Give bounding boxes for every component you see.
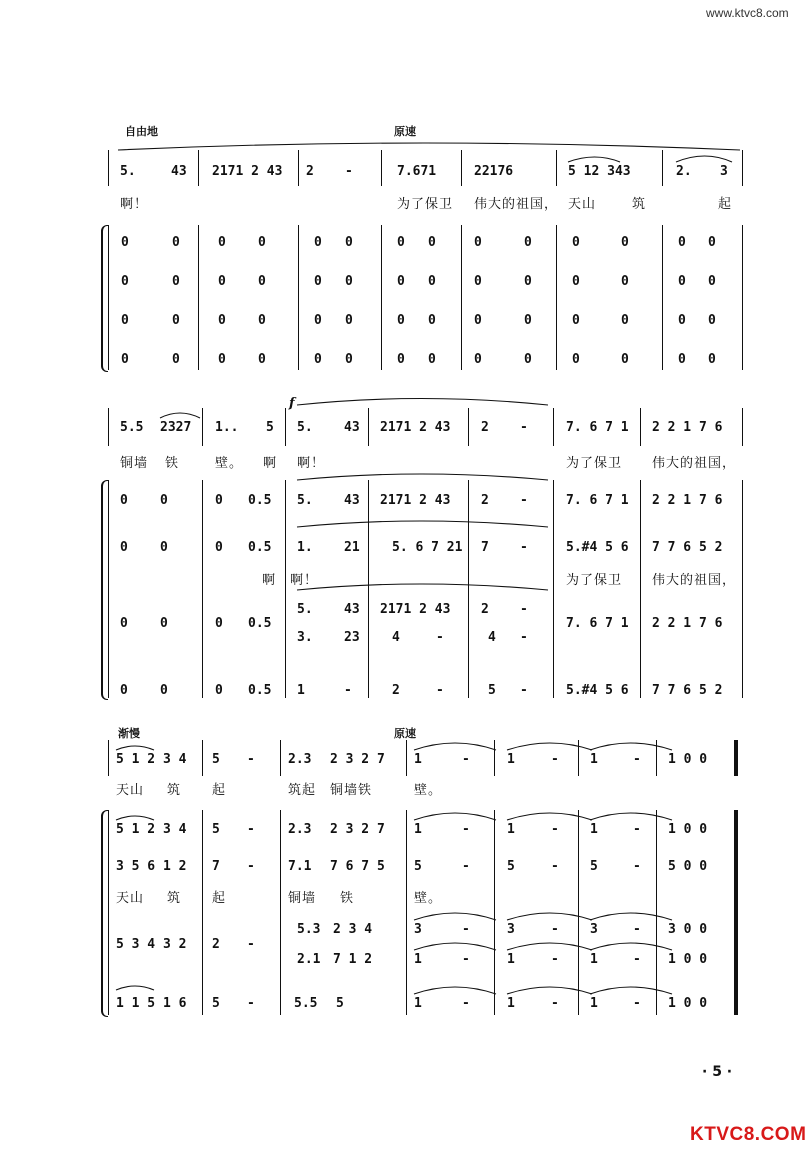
rest: 0: [524, 274, 532, 289]
lyric: 啊！: [120, 197, 149, 212]
note-group: 7: [481, 540, 489, 555]
note-group: 7. 6 7 1: [566, 493, 629, 508]
note-group: -: [520, 683, 528, 698]
note-group: 22176: [474, 164, 514, 179]
note-group: 2 2 1 7 6: [652, 616, 723, 631]
rest: 0: [160, 683, 168, 698]
note-group: 7. 6 7 1: [566, 420, 629, 435]
note-group: 5 3 4 3 2: [116, 937, 187, 952]
rest: 0: [314, 274, 322, 289]
rest: 0: [172, 313, 180, 328]
rest: 0: [218, 274, 226, 289]
slur: [507, 913, 592, 920]
tempo-mark-free: 自由地: [125, 125, 158, 138]
note-group: 1: [507, 996, 515, 1011]
lyric: 筑: [167, 891, 182, 906]
rest: 0: [572, 352, 580, 367]
note-group: 2.3: [288, 822, 312, 837]
note-group: 2: [481, 602, 489, 617]
lyric: 铁: [340, 891, 355, 906]
note-group: -: [520, 602, 528, 617]
note-group: 7 6 7 5: [330, 859, 385, 874]
note-group: 2 2 1 7 6: [652, 493, 723, 508]
note-group: 7 7 6 5 2: [652, 540, 723, 555]
note-group: 5 1 2 3 4: [116, 752, 187, 767]
note-group: -: [462, 822, 470, 837]
slur: [676, 156, 732, 162]
rest: 0: [708, 352, 716, 367]
note-group: 5.#4 5 6: [566, 540, 629, 555]
note-group: -: [551, 859, 559, 874]
rest: 0: [160, 493, 168, 508]
note-group: 2: [481, 493, 489, 508]
note-group: -: [520, 493, 528, 508]
slur: [414, 813, 496, 820]
note-group: 7 7 6 5 2: [652, 683, 723, 698]
note-group: 5: [414, 859, 422, 874]
rest: 0: [428, 313, 436, 328]
note-group: 5.: [297, 602, 313, 617]
lyric: 壁。: [414, 783, 443, 798]
note-group: -: [247, 859, 255, 874]
rest: 0: [215, 493, 223, 508]
note-group: 43: [344, 602, 360, 617]
note-group: -: [462, 922, 470, 937]
note-group: 7: [212, 859, 220, 874]
rest: 0: [428, 274, 436, 289]
note-group: -: [247, 752, 255, 767]
rest: 0: [160, 616, 168, 631]
tempo-mark-ritardando: 渐慢: [118, 727, 140, 740]
note-group: 2171 2 43: [380, 420, 451, 435]
lyric: 铜墙: [288, 891, 317, 906]
rest: 0: [345, 313, 353, 328]
note-group: -: [345, 164, 353, 179]
rest: 0: [678, 235, 686, 250]
slur: [507, 813, 592, 820]
note-group: 1 1 5 1 6: [116, 996, 187, 1011]
note-group: 1: [590, 996, 598, 1011]
slur: [507, 743, 592, 750]
tempo-mark-original: 原速: [394, 125, 416, 138]
rest: 0: [218, 235, 226, 250]
note-group: 3 5 6 1 2: [116, 859, 187, 874]
rest: 0: [474, 235, 482, 250]
rest: 0: [160, 540, 168, 555]
rest: 0: [572, 313, 580, 328]
note-group: 0.5: [248, 493, 272, 508]
note-group: -: [344, 683, 352, 698]
note-group: -: [462, 996, 470, 1011]
note-group: 1 0 0: [668, 822, 708, 837]
rest: 0: [218, 352, 226, 367]
note-group: 3: [590, 922, 598, 937]
lyric: 筑: [632, 197, 647, 212]
note-group: -: [520, 540, 528, 555]
rest: 0: [678, 313, 686, 328]
note-group: 1: [507, 822, 515, 837]
slur: [507, 943, 592, 950]
lyric: 啊！: [290, 573, 319, 588]
note-group: 5: [266, 420, 274, 435]
rest: 0: [524, 235, 532, 250]
slur: [414, 743, 496, 750]
lyric: 伟大的祖国，: [652, 456, 737, 471]
rest: 0: [120, 683, 128, 698]
note-group: 1: [414, 996, 422, 1011]
rest: 0: [314, 235, 322, 250]
rest: 0: [258, 235, 266, 250]
note-group: 3: [720, 164, 728, 179]
rest: 0: [397, 313, 405, 328]
slur: [297, 521, 548, 527]
lyric: 铜墙铁: [330, 783, 373, 798]
note-group: 2 3 2 7: [330, 752, 385, 767]
slur: [507, 987, 592, 994]
lyric: 为了保卫: [566, 456, 623, 471]
note-group: 4: [392, 630, 400, 645]
rest: 0: [621, 274, 629, 289]
note-group: -: [633, 922, 641, 937]
rest: 0: [258, 313, 266, 328]
rest: 0: [258, 274, 266, 289]
note-group: 5: [212, 996, 220, 1011]
note-group: 5.: [297, 420, 313, 435]
note-group: 43: [344, 420, 360, 435]
dynamic-forte: f: [289, 396, 295, 411]
rest: 0: [524, 352, 532, 367]
note-group: 1 0 0: [668, 952, 708, 967]
note-group: 3: [414, 922, 422, 937]
rest: 0: [345, 352, 353, 367]
slur: [160, 413, 200, 418]
note-group: 21: [344, 540, 360, 555]
note-group: 2 3 2 7: [330, 822, 385, 837]
rest: 0: [121, 313, 129, 328]
note-group: -: [520, 630, 528, 645]
lyric: 天山: [568, 197, 597, 212]
rest: 0: [708, 235, 716, 250]
note-group: 5.: [297, 493, 313, 508]
note-group: -: [551, 996, 559, 1011]
note-group: 1: [507, 952, 515, 967]
rest: 0: [428, 352, 436, 367]
note-group: 5.5: [294, 996, 318, 1011]
note-group: 3 0 0: [668, 922, 708, 937]
slur: [297, 474, 548, 480]
note-group: 0.5: [248, 540, 272, 555]
slur: [116, 816, 154, 820]
rest: 0: [172, 352, 180, 367]
note-group: -: [551, 952, 559, 967]
lyric: 起: [718, 197, 733, 212]
note-group: 1: [590, 952, 598, 967]
note-group: 7 1 2: [333, 952, 373, 967]
note-group: 5.5: [120, 420, 144, 435]
note-group: -: [436, 683, 444, 698]
rest: 0: [172, 274, 180, 289]
note-group: 5: [212, 822, 220, 837]
lyric: 筑: [167, 783, 182, 798]
slur: [118, 143, 740, 150]
rest: 0: [218, 313, 226, 328]
note-group: 5 0 0: [668, 859, 708, 874]
rest: 0: [708, 313, 716, 328]
note-group: 3: [507, 922, 515, 937]
rest: 0: [215, 540, 223, 555]
rest: 0: [428, 235, 436, 250]
site-watermark-top: www.ktvc8.com: [706, 6, 789, 20]
note-group: 1: [590, 752, 598, 767]
note-group: 2171 2 43: [212, 164, 283, 179]
lyric: 啊: [262, 573, 277, 588]
note-group: -: [462, 859, 470, 874]
rest: 0: [572, 274, 580, 289]
rest: 0: [397, 352, 405, 367]
tempo-mark-original: 原速: [394, 727, 416, 740]
note-group: 5. 6 7 21: [392, 540, 463, 555]
note-group: 2 2 1 7 6: [652, 420, 723, 435]
note-group: 1 0 0: [668, 996, 708, 1011]
slur: [590, 943, 672, 950]
slur: [568, 157, 620, 162]
lyric: 壁。: [414, 891, 443, 906]
slur: [116, 986, 154, 990]
note-group: 5: [590, 859, 598, 874]
rest: 0: [572, 235, 580, 250]
rest: 0: [621, 352, 629, 367]
note-group: 2.1: [297, 952, 321, 967]
note-group: -: [633, 859, 641, 874]
rest: 0: [474, 274, 482, 289]
note-group: 2171 2 43: [380, 493, 451, 508]
lyric: 为了保卫: [397, 197, 454, 212]
slur: [414, 913, 496, 920]
note-group: -: [247, 822, 255, 837]
lyric: 伟大的祖国，: [652, 573, 737, 588]
note-group: 2: [481, 420, 489, 435]
note-group: 5: [507, 859, 515, 874]
note-group: -: [633, 996, 641, 1011]
note-group: 4: [488, 630, 496, 645]
note-group: 1..: [215, 420, 239, 435]
note-group: 23: [344, 630, 360, 645]
lyric: 伟大的祖国，: [474, 197, 559, 212]
slur: [590, 987, 672, 994]
note-group: 5 12 343: [568, 164, 631, 179]
note-group: -: [247, 937, 255, 952]
rest: 0: [120, 493, 128, 508]
lyric: 铁: [165, 456, 180, 471]
slur: [297, 584, 548, 590]
note-group: 2.: [676, 164, 692, 179]
rest: 0: [314, 313, 322, 328]
rest: 0: [258, 352, 266, 367]
note-group: 1: [414, 822, 422, 837]
note-group: 2171 2 43: [380, 602, 451, 617]
rest: 0: [474, 352, 482, 367]
lyric: 天山: [116, 891, 145, 906]
note-group: 2: [306, 164, 314, 179]
note-group: 2: [212, 937, 220, 952]
slur: [414, 943, 496, 950]
note-group: 1: [414, 752, 422, 767]
slur: [590, 743, 672, 750]
slur: [414, 987, 496, 994]
rest: 0: [621, 235, 629, 250]
note-group: 7.1: [288, 859, 312, 874]
lyric: 铜墙: [120, 456, 149, 471]
note-group: 5: [336, 996, 344, 1011]
rest: 0: [314, 352, 322, 367]
note-group: -: [436, 630, 444, 645]
note-group: 1: [297, 683, 305, 698]
rest: 0: [524, 313, 532, 328]
rest: 0: [474, 313, 482, 328]
lyric: 壁。: [215, 456, 244, 471]
note-group: -: [551, 922, 559, 937]
note-group: -: [462, 752, 470, 767]
lyric: 为了保卫: [566, 573, 623, 588]
rest: 0: [708, 274, 716, 289]
note-group: 0.5: [248, 616, 272, 631]
note-group: -: [247, 996, 255, 1011]
lyric: 天山: [116, 783, 145, 798]
note-group: 7.671: [397, 164, 437, 179]
lyric: 起: [212, 783, 227, 798]
slur: [116, 746, 154, 750]
page-number: · 5 ·: [702, 1064, 733, 1080]
lyric: 筑起: [288, 783, 317, 798]
rest: 0: [121, 235, 129, 250]
rest: 0: [345, 235, 353, 250]
note-group: 5 1 2 3 4: [116, 822, 187, 837]
note-group: 43: [171, 164, 187, 179]
rest: 0: [121, 352, 129, 367]
rest: 0: [345, 274, 353, 289]
rest: 0: [215, 683, 223, 698]
rest: 0: [678, 274, 686, 289]
note-group: -: [462, 952, 470, 967]
lyric: 起: [212, 891, 227, 906]
note-group: -: [520, 420, 528, 435]
rest: 0: [215, 616, 223, 631]
note-group: 5: [488, 683, 496, 698]
rest: 0: [120, 616, 128, 631]
note-group: -: [551, 822, 559, 837]
rest: 0: [121, 274, 129, 289]
note-group: 5.: [120, 164, 136, 179]
note-group: 43: [344, 493, 360, 508]
note-group: 1: [414, 952, 422, 967]
slur: [590, 913, 672, 920]
note-group: 1.: [297, 540, 313, 555]
rest: 0: [120, 540, 128, 555]
note-group: 5: [212, 752, 220, 767]
note-group: 1 0 0: [668, 752, 708, 767]
note-group: 3.: [297, 630, 313, 645]
rest: 0: [397, 274, 405, 289]
slur: [297, 399, 548, 406]
lyric: 啊！: [297, 456, 326, 471]
note-group: 0.5: [248, 683, 272, 698]
note-group: 2327: [160, 420, 192, 435]
note-group: 1: [507, 752, 515, 767]
note-group: 2 3 4: [333, 922, 373, 937]
rest: 0: [678, 352, 686, 367]
note-group: 2: [392, 683, 400, 698]
note-group: 1: [590, 822, 598, 837]
note-group: -: [633, 752, 641, 767]
slur: [590, 813, 672, 820]
note-group: -: [633, 952, 641, 967]
rest: 0: [397, 235, 405, 250]
note-group: -: [551, 752, 559, 767]
note-group: 7. 6 7 1: [566, 616, 629, 631]
rest: 0: [172, 235, 180, 250]
note-group: -: [633, 822, 641, 837]
note-group: 5.3: [297, 922, 321, 937]
lyric: 啊: [263, 456, 278, 471]
note-group: 2.3: [288, 752, 312, 767]
rest: 0: [621, 313, 629, 328]
note-group: 5.#4 5 6: [566, 683, 629, 698]
site-watermark-bottom: KTVC8.COM: [690, 1124, 806, 1145]
